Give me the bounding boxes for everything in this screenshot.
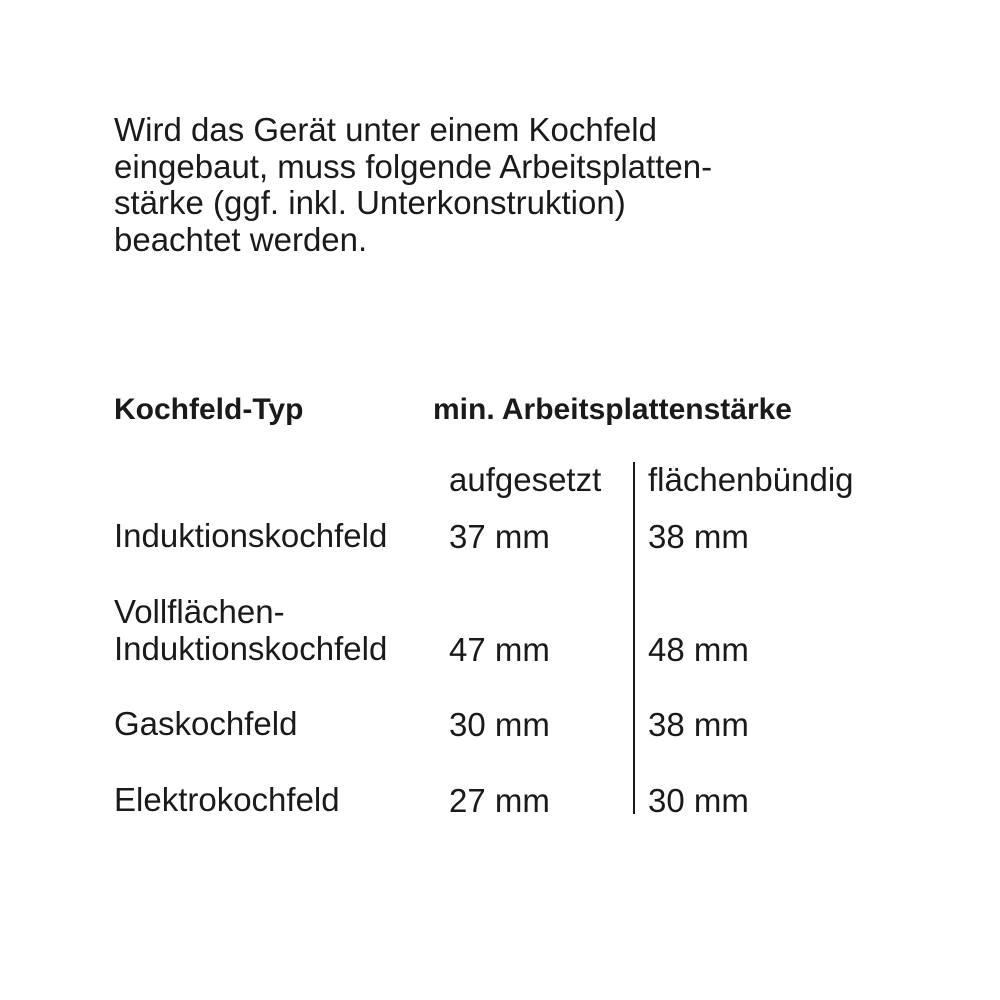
row-value-flaechenbuendig: 48 mm: [648, 631, 749, 668]
row-value-flaechenbuendig: 38 mm: [648, 706, 749, 743]
row-value-aufgesetzt: 27 mm: [449, 782, 550, 819]
intro-line: Wird das Gerät unter einem Kochfeld: [114, 111, 657, 148]
column-divider: [633, 462, 635, 814]
intro-paragraph: [114, 112, 834, 258]
intro-line: eingebaut, muss folgende Arbeitsplatten-: [114, 147, 713, 185]
row-type-label: Induktionskochfeld: [114, 630, 388, 667]
row-type-label: Elektrokochfeld: [114, 781, 340, 818]
table-header-type: Kochfeld-Typ: [114, 393, 304, 426]
row-value-aufgesetzt: 47 mm: [449, 631, 550, 668]
row-value-flaechenbuendig: 30 mm: [648, 782, 749, 819]
intro-line: stärke (ggf. inkl. Unterkonstruktion): [114, 184, 626, 221]
intro-line: beachtet werden.: [114, 220, 368, 258]
row-type-label: Induktionskochfeld: [114, 517, 388, 554]
table-header-min-thickness: min. Arbeitsplattenstärke: [433, 393, 792, 426]
row-value-aufgesetzt: 37 mm: [449, 518, 550, 555]
row-type-label: Gaskochfeld: [114, 705, 298, 742]
row-type-label: Vollflächen-: [114, 593, 285, 630]
row-value-flaechenbuendig: 38 mm: [648, 518, 749, 555]
subheader-flaechenbuendig: flächenbündig: [648, 461, 854, 498]
row-value-aufgesetzt: 30 mm: [449, 706, 550, 743]
subheader-aufgesetzt: aufgesetzt: [449, 461, 602, 498]
